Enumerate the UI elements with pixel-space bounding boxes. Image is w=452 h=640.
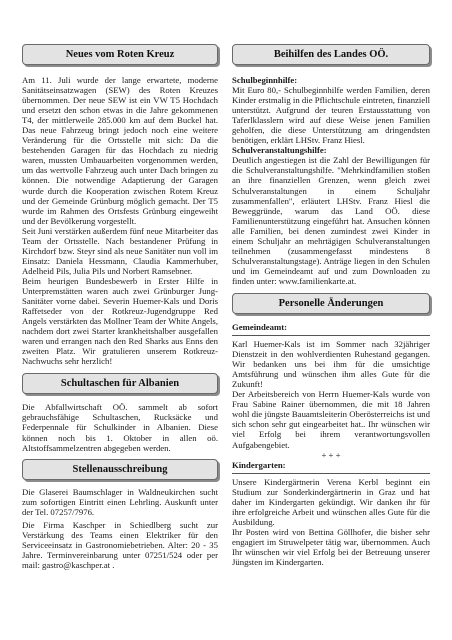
town-office-paragraph-2: Der Arbeitsbereich von Herrn Huemer-Kals wurde von Frau Sabine Rainer übernommen, die mit 18 Jahren wohl die jüngste Bauamtsleiterin Oberösterreichs ist und sich schon sehr gut eingearbeitet hat.. Ihr wünschen wir viel Erfolg bei ihrem verantwortungsvollen Aufgabengebiet. — [232, 389, 430, 450]
school-start-text: Mit Euro 80,- Schulbeginnhilfe werden Familien, deren Kinder erstmalig in die Pflichtschule eintreten, finanziell unterstützt. Aufgrund der teuren Erstausstattung von Taferlklasslern wird auf diese Weise jenen Familien geholfen, die diese Unterstützung am dringendsten benötigen, erklärt LHStv. Franz Hiesl. — [232, 85, 430, 146]
jobs-paragraph-1: Die Glaserei Baumschlager in Waldneukirchen sucht zum sofortigen Eintritt einen Lehrling. Auskunft unter der Tel. 07257/7976. — [22, 486, 218, 517]
subhead-school-events: Schulveranstaltungshilfe: — [232, 145, 327, 156]
kindergarten-paragraph-2: Ihr Posten wird von Bettina Göllhofer, die bisher sehr engagiert im Struwelpeter tätig war, übernommen. Auch Ihr wünschen wir viel Erfolg bei der Betreuung unserer Jüngsten im Kindergarten. — [232, 526, 430, 568]
subhead-school-start: Schulbeginnhilfe: — [232, 75, 298, 85]
divider-line — [232, 335, 430, 336]
red-cross-paragraph-2: Seit Juni verstärken außerdem fünf neue Mitarbeiter das Team der Ortsstelle. Nach bestandener Prüfung in Kirchdorf bzw. Steyr sind als neue Sanitäter nun voll im Einsatz: Daniela Hessmann, Claudia Kammerhuber, Adelheid Pils, Julia Pils und Norbert Ramsebner. — [22, 225, 218, 276]
section-title-personnel: Personelle Änderungen — [232, 293, 430, 314]
subhead-town-office: Gemeindeamt: — [232, 321, 288, 332]
red-cross-article — [22, 75, 218, 366]
subhead-kindergarten: Kindergarten: — [232, 459, 286, 470]
section-title-red-cross: Neues vom Roten Kreuz — [22, 44, 218, 65]
left-column — [22, 0, 218, 570]
right-column — [232, 0, 430, 567]
school-events-text: Deutlich angestiegen ist die Zahl der Bewilligungen für die Schulveranstaltungshilfe. "Mehrkindfamilien stoßen an ihre finanziellen Grenzen, wenn gleich zwei Schulveranstaltungen in einem Schuljahr zusammenfallen", erläutert LHStv. Franz Hiesl die Beweggründe, warum das Land OÖ. diese Familienunterstützung eingeführt hat. Ansuchen können alle Familien, bei denen zumindest zwei Kinder in einem Schuljahr an mehrtägigen Schulveranstaltungen teilnehmen (zusammengefasst mindestens 8 Schulveranstaltungstage). Anträge liegen in den Schulen und im Gemeindeamt auf und zum Downloaden zu finden unter: www.familienkarte.at. — [232, 155, 430, 286]
red-cross-paragraph-3: Beim heurigen Bundesbewerb in Erster Hilfe in Unterpremstätten waren auch zwei Grünburger Jung-Sanitäter vorne dabei. Severin Huemer-Kals und Doris Raffetseder von der Rotkreuz-Jugendgruppe Red Angels verstärkten das Mollner Team der White Angels, nachdem dort zwei Starter krankheitshalber ausgefallen waren und errangen nach den Red Sharks aus Enns den zweiten Platz. Wir gratulieren unserem Rotkreuz-Nachwuchs sehr herzlich! — [22, 275, 218, 367]
section-title-school-bags: Schultaschen für Albanien — [22, 373, 218, 394]
town-office-paragraph-1: Karl Huemer-Kals ist im Sommer nach 32jähriger Dienstzeit in den wohlverdienten Ruhestand gegangen. Wir bedanken uns bei ihm für die umsichtige Amtsführung und wünschen ihm alles Gute für die Zukunft! — [232, 339, 430, 390]
section-title-subsidies: Beihilfen des Landes OÖ. — [232, 44, 430, 65]
red-cross-paragraph-1: Am 11. Juli wurde der lange erwartete, moderne Sanitätseinsatzwagen (SEW) des Roten Kreuzes übernommen. Der neue SEW ist ein VW T5 Hochdach und ersetzt den schon etwas in die Jahre gekommenen T4, der mittlerweile 285.000 km auf dem Buckel hat. Das neue Fahrzeug bringt jedoch noch eine weitere Veränderung für die Ortsstelle mit sich: Da die bestehenden Garagen für das Hochdach zu niedrig waren, mussten Umbauarbeiten vorgenommen werden, um das wertvolle Fahrzeug auch unter Dach bringen zu können. Die notwendige Adaptierung der Garagen wurde durch die Kooperation zwischen Rotem Kreuz und der Gemeinde Grünburg möglich gemacht. Der T5 wurde im Rahmen des Ortsfests Grünburg eingeweiht und der Bevölkerung vorgestellt. — [22, 75, 218, 226]
section-title-jobs: Stellenausschreibung — [22, 459, 218, 480]
school-bags-paragraph: Die Abfallwirtschaft OÖ. sammelt ab sofort gebrauchsfähige Schultaschen, Rucksäcke und Federpennale für Schulkinder in Albanien. Diese können noch bis 1. Oktober in allen oö. Altstoffsammelzentren abgegeben werden. — [22, 402, 218, 453]
personnel-article — [232, 322, 430, 567]
jobs-paragraph-2: Die Firma Kaschper in Schiedlberg sucht zur Verstärkung des Teams einen Elektriker für den Serviceeinsatz in Gastronomiebetrieben. Alter: 20 - 35 Jahre. Terminvereinbarung unter 07251/524 oder per mail: gastro@kaschper.at . — [22, 519, 218, 570]
section-divider-plus: + + + — [321, 449, 341, 460]
divider-line — [232, 473, 430, 474]
kindergarten-paragraph-1: Unsere Kindergärtnerin Verena Kerbl beginnt ein Studium zur Sonderkindergärtnerin in Graz und hat daher im Kindergarten gekündigt. Wir danken ihr für ihre erfolgreiche Arbeit und wünschen alles Gute für die Ausbildung. — [232, 476, 430, 527]
subsidies-article — [232, 75, 430, 286]
